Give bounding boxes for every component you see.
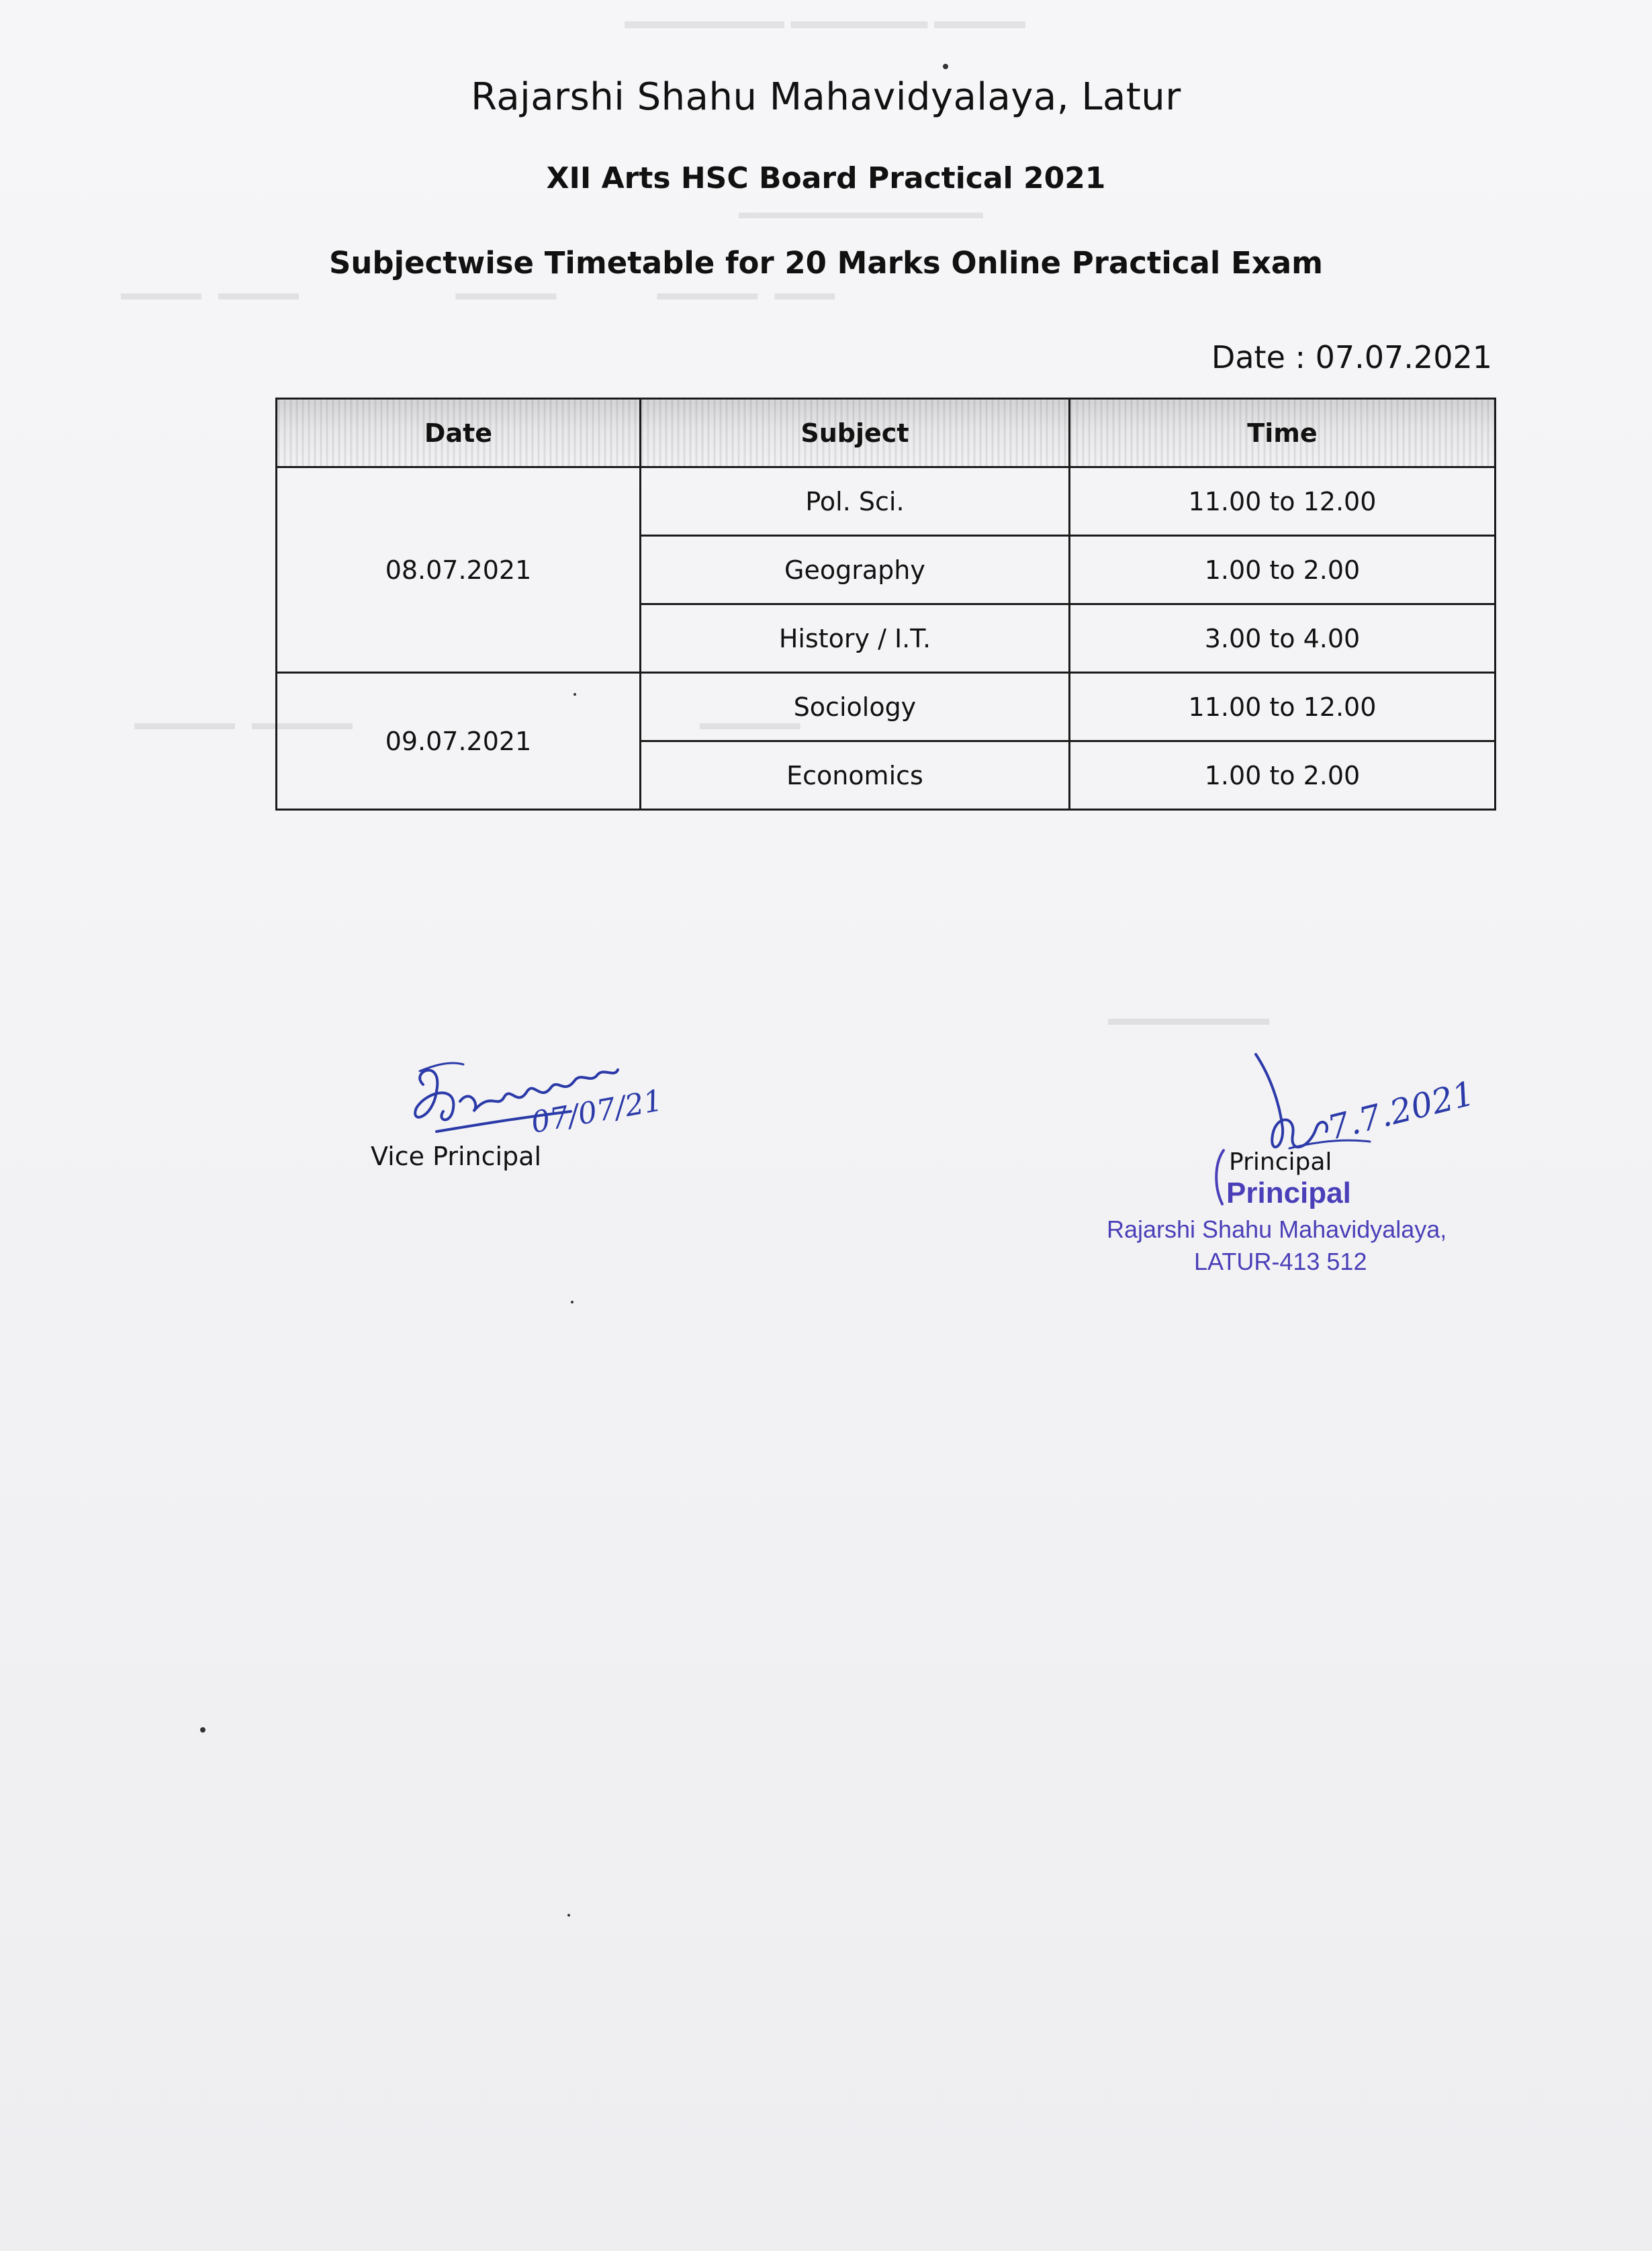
time-cell: 11.00 to 12.00 (1069, 673, 1495, 741)
bleed-through-text: ▬▬▬▬ ▬▬▬▬▬▬ ▬▬▬▬▬▬▬ (625, 8, 1025, 34)
subject-cell: Economics (640, 741, 1069, 810)
scan-speck (573, 693, 576, 696)
principal-label: Principal (1229, 1148, 1332, 1176)
time-cell: 11.00 to 12.00 (1069, 467, 1495, 536)
scan-speck (943, 64, 948, 69)
college-title: Rajarshi Shahu Mahavidyalaya, Latur (471, 75, 1181, 119)
stamp-bracket-mark (1209, 1147, 1229, 1207)
subject-cell: Sociology (640, 673, 1069, 741)
timetable-heading: Subjectwise Timetable for 20 Marks Online Practical Exam (328, 245, 1323, 281)
principal-stamp-address: LATUR-413 512 (1194, 1248, 1367, 1275)
table-row (277, 673, 1496, 741)
bleed-through-text: ▬▬▬▬▬▬▬▬ (1108, 1007, 1269, 1029)
timetable (275, 398, 1496, 811)
column-header-date: Date (277, 399, 641, 467)
subject-cell: History / I.T. (640, 604, 1069, 673)
scan-speck (567, 1914, 570, 1917)
bleed-through-text: ▬▬▬▬▬ ▬▬▬▬▬ ▬▬▬▬▬ (134, 712, 800, 734)
date-cell: 09.07.2021 (277, 673, 641, 810)
time-cell: 1.00 to 2.00 (1069, 741, 1495, 810)
principal-stamp-title: Principal (1226, 1177, 1351, 1209)
time-cell: 1.00 to 2.00 (1069, 536, 1495, 604)
vice-principal-label: Vice Principal (371, 1142, 541, 1171)
subject-cell: Geography (640, 536, 1069, 604)
vice-principal-handwritten-date: 07/07/21 (529, 1083, 666, 1140)
subject-cell: Pol. Sci. (640, 467, 1069, 536)
scan-speck (200, 1727, 205, 1733)
table-header-row (277, 399, 1496, 467)
issue-date: Date : 07.07.2021 (1211, 339, 1492, 375)
column-header-time: Time (1069, 399, 1495, 467)
table-row (277, 467, 1496, 536)
principal-stamp-college: Rajarshi Shahu Mahavidyalaya, (1107, 1215, 1447, 1243)
time-cell: 3.00 to 4.00 (1069, 604, 1495, 673)
bleed-through-text: ▬▬▬ ▬▬▬▬▬ ▬▬▬▬▬ ▬▬▬▬ ▬▬▬▬ (121, 282, 835, 304)
bleed-through-text: ▬▬▬▬▬▬▬▬▬▬▬▬▬ (739, 201, 983, 222)
date-cell: 08.07.2021 (277, 467, 641, 673)
column-header-subject: Subject (640, 399, 1069, 467)
exam-subtitle: XII Arts HSC Board Practical 2021 (546, 161, 1106, 195)
scan-speck (571, 1301, 573, 1303)
principal-handwritten-date: 7.7.2021 (1324, 1073, 1479, 1148)
